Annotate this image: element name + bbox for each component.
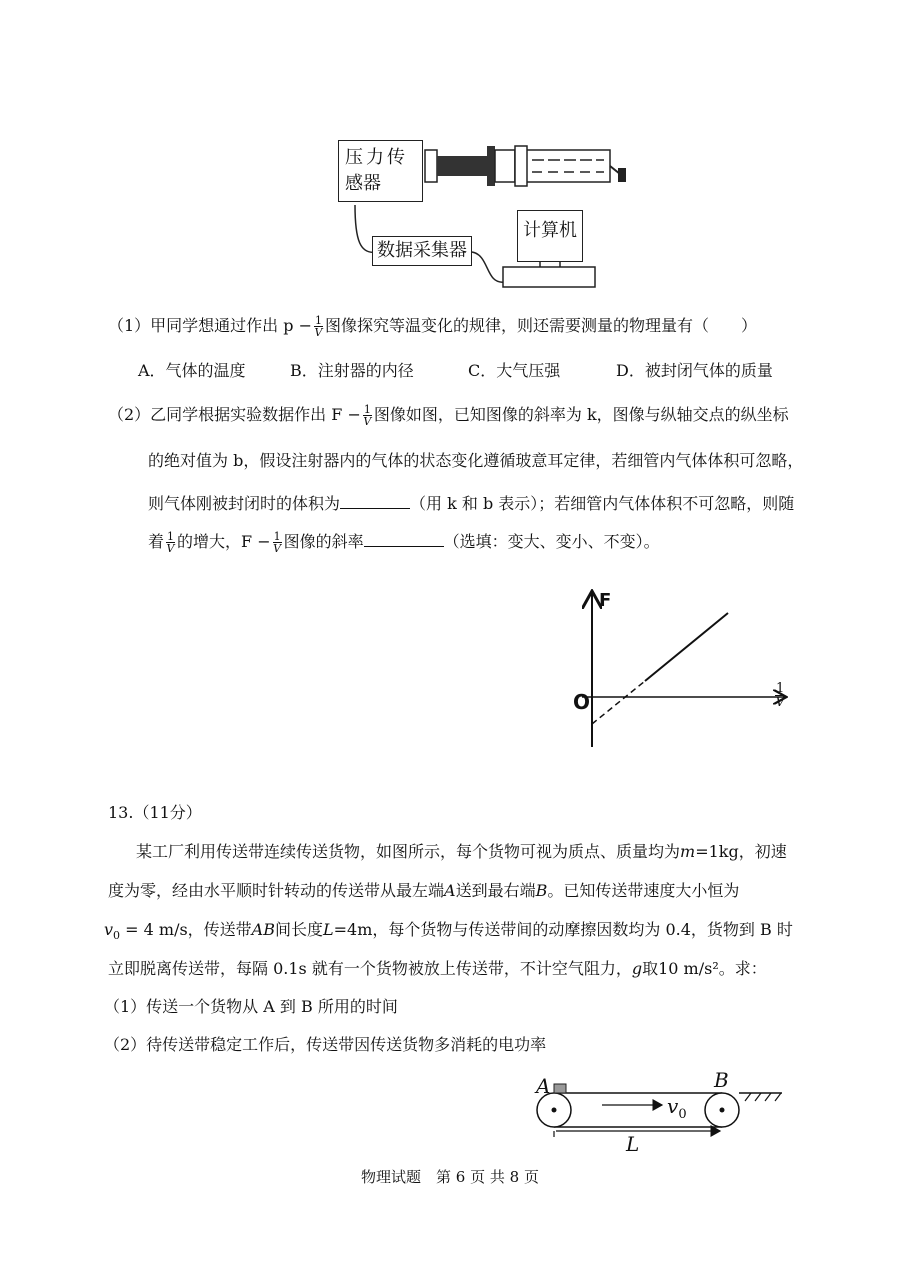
q13-line4: 立即脱离传送带，每隔 0.1s 就有一个货物被放上传送带，不计空气阻力，g取10 m/s²。求： xyxy=(108,959,767,978)
option-d: D．被封闭气体的质量 xyxy=(616,361,773,380)
q13-subquestion-2: （2）待传送带稳定工作后，传送带因传送货物多消耗的电功率 xyxy=(104,1035,547,1054)
fraction-1-over-v: $\frac{1}{V}$ xyxy=(314,314,323,339)
q12-part2-line2: 的绝对值为 b，假设注射器内的气体的状态变化遵循玻意耳定律，若细管内气体体积可忽略， xyxy=(148,451,804,470)
option-a: A．气体的温度 xyxy=(138,361,246,380)
belt-label-b: B xyxy=(714,1068,729,1092)
q12-part2-line1: （2）乙同学根据实验数据作出 F − $\frac{1}{V}$ 图像如图，已知图像的斜率为 k，图像与纵轴交点的纵坐标 xyxy=(108,403,789,428)
computer-label: 计算机 xyxy=(523,220,577,241)
q12-part1: （1）甲同学想通过作出 p − $\frac{1}{V}$ 图像探究等温变化的规律，则还需要测量的物理量有（ ） xyxy=(108,314,758,339)
q13-subquestion-1: （1）传送一个货物从 A 到 B 所用的时间 xyxy=(104,997,398,1016)
page-footer: 物理试题 第 6 页 共 8 页 xyxy=(361,1168,539,1186)
data-collector-box xyxy=(372,236,472,266)
collector-label: 数据采集器 xyxy=(377,240,467,261)
belt-label-l: L xyxy=(626,1132,640,1156)
graph-origin-label: O xyxy=(573,690,591,714)
pressure-sensor-box xyxy=(338,140,423,202)
q13-line3: $v_0 = 4$ m/s，传送带AB间长度L=4m，每个货物与传送带间的动摩擦因数均为 0.4，货物到 B 时 xyxy=(104,920,793,943)
q13-line2: 度为零，经由水平顺时针转动的传送带从最左端A送到最右端B。已知传送带速度大小恒为 xyxy=(108,881,740,900)
q13-line1: 某工厂利用传送带连续传送货物，如图所示，每个货物可视为质点、质量均为m=1kg，初速 xyxy=(136,842,787,861)
cargo-block xyxy=(554,1084,566,1093)
answer-blank-slope xyxy=(364,530,444,547)
q12-part2-line3: 则气体刚被封闭时的体积为 （用 k 和 b 表示）；若细管内气体体积不可忽略，则随 xyxy=(148,494,795,513)
belt-label-v0: $v_0$ xyxy=(667,1094,687,1122)
graph-y-label: F xyxy=(599,590,612,611)
computer-monitor-box xyxy=(517,210,583,262)
graph-line-solid xyxy=(645,613,728,681)
q13-heading: 13.（11分） xyxy=(108,803,202,822)
option-c: C．大气压强 xyxy=(468,361,561,380)
q12-part2-line4: 着 $\frac{1}{V}$ 的增大，F − $\frac{1}{V}$ 图像的斜率 （选填：变大、变小、不变）。 xyxy=(148,530,660,555)
f-vs-inverse-v-graph xyxy=(560,585,800,755)
answer-blank-volume xyxy=(340,492,410,509)
sensor-label-line2: 感器 xyxy=(345,173,381,194)
graph-line-dashed xyxy=(592,681,645,724)
graph-x-label: $\frac{1}{V}$ xyxy=(775,681,785,710)
conveyor-belt-diagram xyxy=(520,1065,800,1165)
sensor-label-line1: 压力传 xyxy=(345,147,408,168)
belt-label-a: A xyxy=(536,1074,551,1098)
option-b: B．注射器的内径 xyxy=(290,361,414,380)
